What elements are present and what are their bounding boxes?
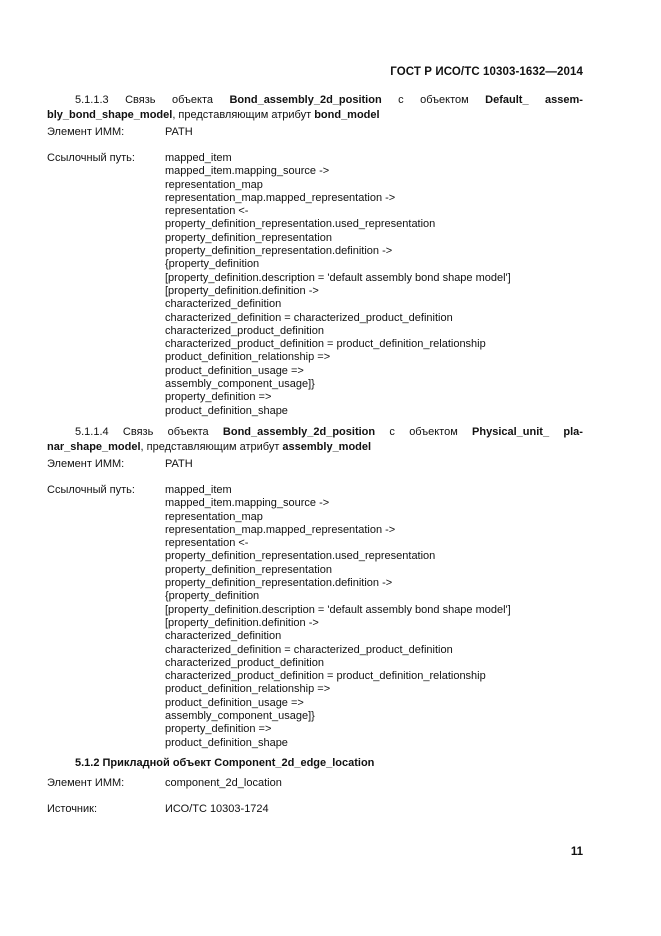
path-label: Ссылочный путь: <box>47 152 135 164</box>
path-line: characterized_product_definition = product_definition_relationship <box>165 338 486 351</box>
path-line: product_definition_usage => <box>165 696 304 709</box>
page-header: ГОСТ Р ИСО/ТС 10303-1632—2014 <box>390 66 583 78</box>
path-line: [property_definition.description = 'default assembly bond shape model'] <box>165 603 511 616</box>
title-line-1: 5.1.1.3 Связь объекта Bond_assembly_2d_position с объектом Default_ assem- <box>75 94 583 106</box>
path-line: mapped_item.mapping_source -> <box>165 165 330 178</box>
path-line: mapped_item <box>165 152 232 164</box>
path-line: property_definition_representation.used_representation <box>165 218 436 231</box>
path-line: mapped_item <box>165 484 232 496</box>
path-line: characterized_product_definition = product_definition_relationship <box>165 670 486 683</box>
path-line: characterized_product_definition <box>165 656 324 669</box>
path-line: property_definition_representation <box>165 231 332 244</box>
path-line: property_definition_representation.used_representation <box>165 550 436 563</box>
path-line: representation_map <box>165 510 263 523</box>
path-line: characterized_definition <box>165 298 282 311</box>
path-line: representation_map <box>165 178 263 191</box>
path-line: property_definition_representation.definition -> <box>165 577 393 590</box>
reference-path <box>165 152 511 418</box>
section-5-1-1-3-title <box>47 93 583 123</box>
reference-path <box>165 484 511 750</box>
path-line: representation <- <box>165 205 249 218</box>
title-line-2: bly_bond_shape_model, представляющим атрибут bond_model <box>47 109 380 121</box>
path-line: assembly_component_usage]} <box>165 378 315 391</box>
section-5-1-2-heading: 5.1.2 Прикладной объект Component_2d_edge_location <box>75 757 375 769</box>
path-line: characterized_definition = characterized_product_definition <box>165 311 453 324</box>
element-label: Элемент ИММ: <box>47 458 125 470</box>
path-line: representation <- <box>165 537 249 550</box>
path-line: product_definition_shape <box>165 404 288 417</box>
path-line: characterized_definition <box>165 630 282 643</box>
element-value: PATH <box>165 126 193 138</box>
title-line-2: nar_shape_model, представляющим атрибут assembly_model <box>47 441 372 453</box>
path-line: representation_map.mapped_representation -> <box>165 191 396 204</box>
element-value: component_2d_location <box>165 777 282 789</box>
path-line: mapped_item.mapping_source -> <box>165 497 330 510</box>
path-line: [property_definition.description = 'default assembly bond shape model'] <box>165 271 511 284</box>
element-label: Элемент ИММ: <box>47 126 125 138</box>
path-line: product_definition_relationship => <box>165 683 331 696</box>
path-line: assembly_component_usage]} <box>165 710 315 723</box>
path-line: {property_definition <box>165 258 260 271</box>
element-value: PATH <box>165 458 193 470</box>
title-line-1: 5.1.1.4 Связь объекта Bond_assembly_2d_position с объектом Physical_unit_ pla- <box>75 426 583 438</box>
path-line: property_definition => <box>165 391 272 404</box>
path-line: product_definition_usage => <box>165 364 304 377</box>
section-5-1-1-4-title <box>47 425 583 455</box>
path-line: property_definition_representation.definition -> <box>165 245 393 258</box>
path-line: product_definition_relationship => <box>165 351 331 364</box>
path-line: representation_map.mapped_representation -> <box>165 523 396 536</box>
element-label: Элемент ИММ: <box>47 777 125 789</box>
path-line: property_definition => <box>165 723 272 736</box>
path-line: {property_definition <box>165 590 260 603</box>
path-line: [property_definition.definition -> <box>165 616 319 629</box>
path-label: Ссылочный путь: <box>47 484 135 496</box>
source-label: Источник: <box>47 803 98 815</box>
page-number: 11 <box>570 846 583 858</box>
path-line: [property_definition.definition -> <box>165 284 319 297</box>
path-line: property_definition_representation <box>165 563 332 576</box>
path-line: characterized_definition = characterized_product_definition <box>165 643 453 656</box>
path-line: product_definition_shape <box>165 736 288 749</box>
path-line: characterized_product_definition <box>165 324 324 337</box>
source-value: ИСО/ТС 10303-1724 <box>165 803 269 815</box>
